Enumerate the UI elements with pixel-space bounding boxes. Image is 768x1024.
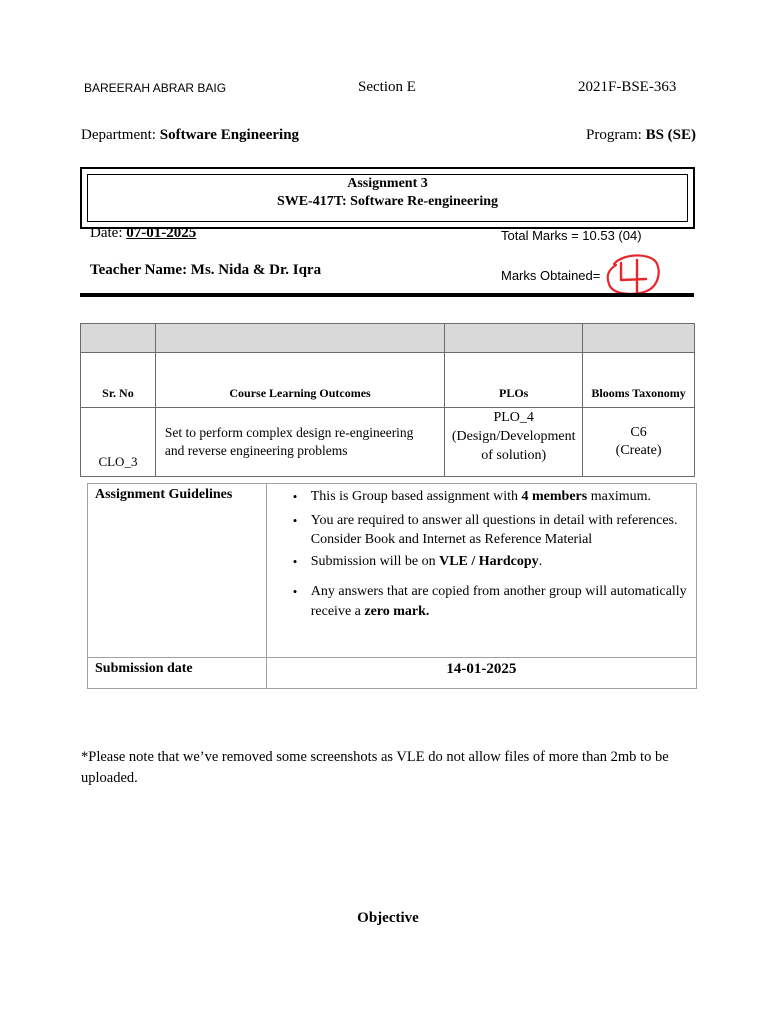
date-line	[90, 225, 196, 242]
shaded-cell	[81, 324, 156, 353]
department-line	[81, 127, 299, 144]
header-course-learning-outcomes: Course Learning Outcomes	[155, 353, 444, 408]
blooms-line2: (Create)	[615, 443, 662, 458]
guideline-bold: 4 members	[521, 489, 588, 504]
clo-outcome	[155, 408, 444, 477]
plo-line1: PLO_4	[493, 410, 534, 425]
student-name: BAREERAH ABRAR BAIG	[84, 81, 227, 95]
handwritten-score	[604, 250, 662, 298]
objective-heading: Objective	[357, 910, 419, 926]
assignment-title-box	[80, 167, 695, 229]
guideline-text: Any answers that are copied from another group will automatically receive a	[310, 584, 687, 619]
header-divider	[80, 293, 694, 297]
assignment-title: Assignment 3	[347, 176, 428, 191]
guideline-item	[289, 487, 688, 507]
guidelines-row	[88, 484, 697, 658]
program-value: BS (SE)	[645, 127, 697, 143]
guideline-text: maximum.	[587, 489, 651, 504]
clo-table-shaded-row	[81, 324, 695, 353]
total-marks: Total Marks = 10.53 (04)	[501, 228, 642, 243]
guideline-item: • You are required to answer all questions in detail with references. Consider Book and Internet as Reference Material	[289, 511, 688, 550]
guidelines-table	[87, 483, 697, 689]
header-plos: PLOs	[445, 353, 583, 408]
teacher-name: Teacher Name: Ms. Nida & Dr. Iqra	[90, 262, 322, 278]
clo-blooms	[583, 408, 695, 477]
department-value: Software Engineering	[159, 127, 300, 143]
marks-obtained-label: Marks Obtained=	[501, 268, 601, 283]
submission-label: Submission date	[88, 658, 267, 689]
blooms-line1: C6	[630, 425, 647, 440]
clo-table-header-row	[81, 353, 695, 408]
guideline-item	[289, 552, 688, 572]
date-label: Date:	[90, 225, 127, 241]
submission-date: 14-01-2025	[266, 658, 696, 689]
header-blooms-taxonomy: Blooms Taxonomy	[583, 353, 695, 408]
clo-sr-no: CLO_3	[81, 408, 156, 477]
guidelines-list	[289, 487, 688, 621]
shaded-cell	[445, 324, 583, 353]
program-line	[586, 127, 696, 144]
guideline-text: This is Group based assignment with	[310, 489, 522, 504]
shaded-cell	[583, 324, 695, 353]
guideline-item	[289, 582, 688, 621]
guideline-text: .	[538, 553, 543, 569]
clo-outcome-line2: and reverse engineering problems	[164, 443, 348, 458]
shaded-cell	[155, 324, 444, 353]
submission-row	[88, 658, 697, 689]
guidelines-label: Assignment Guidelines	[88, 484, 267, 658]
section-label: Section E	[358, 79, 416, 95]
guideline-bold: zero mark.	[364, 603, 430, 619]
plo-line2: (Design/Development	[451, 429, 576, 444]
program-label: Program:	[586, 127, 646, 143]
header-sr-no: Sr. No	[81, 353, 156, 408]
guideline-bold: VLE / Hardcopy	[439, 553, 539, 569]
date-value: 07-01-2025	[126, 225, 197, 241]
roll-number: 2021F-BSE-363	[578, 79, 677, 95]
clo-plo	[445, 408, 583, 477]
clo-outcome-line1: Set to perform complex design re-engineering	[164, 425, 414, 440]
department-label: Department:	[81, 127, 160, 143]
assignment-title-box-inner	[87, 174, 688, 222]
clo-table	[80, 323, 695, 477]
course-title: SWE-417T: Software Re-engineering	[276, 194, 499, 209]
clo-table-row	[81, 408, 695, 477]
guideline-text: Submission will be on	[310, 553, 440, 569]
plo-line3: of solution)	[481, 448, 547, 463]
guidelines-list-cell	[266, 484, 696, 658]
screenshot-note: *Please note that we’ve removed some screenshots as VLE do not allow files of more than 2mb to be uploaded.	[81, 749, 669, 786]
